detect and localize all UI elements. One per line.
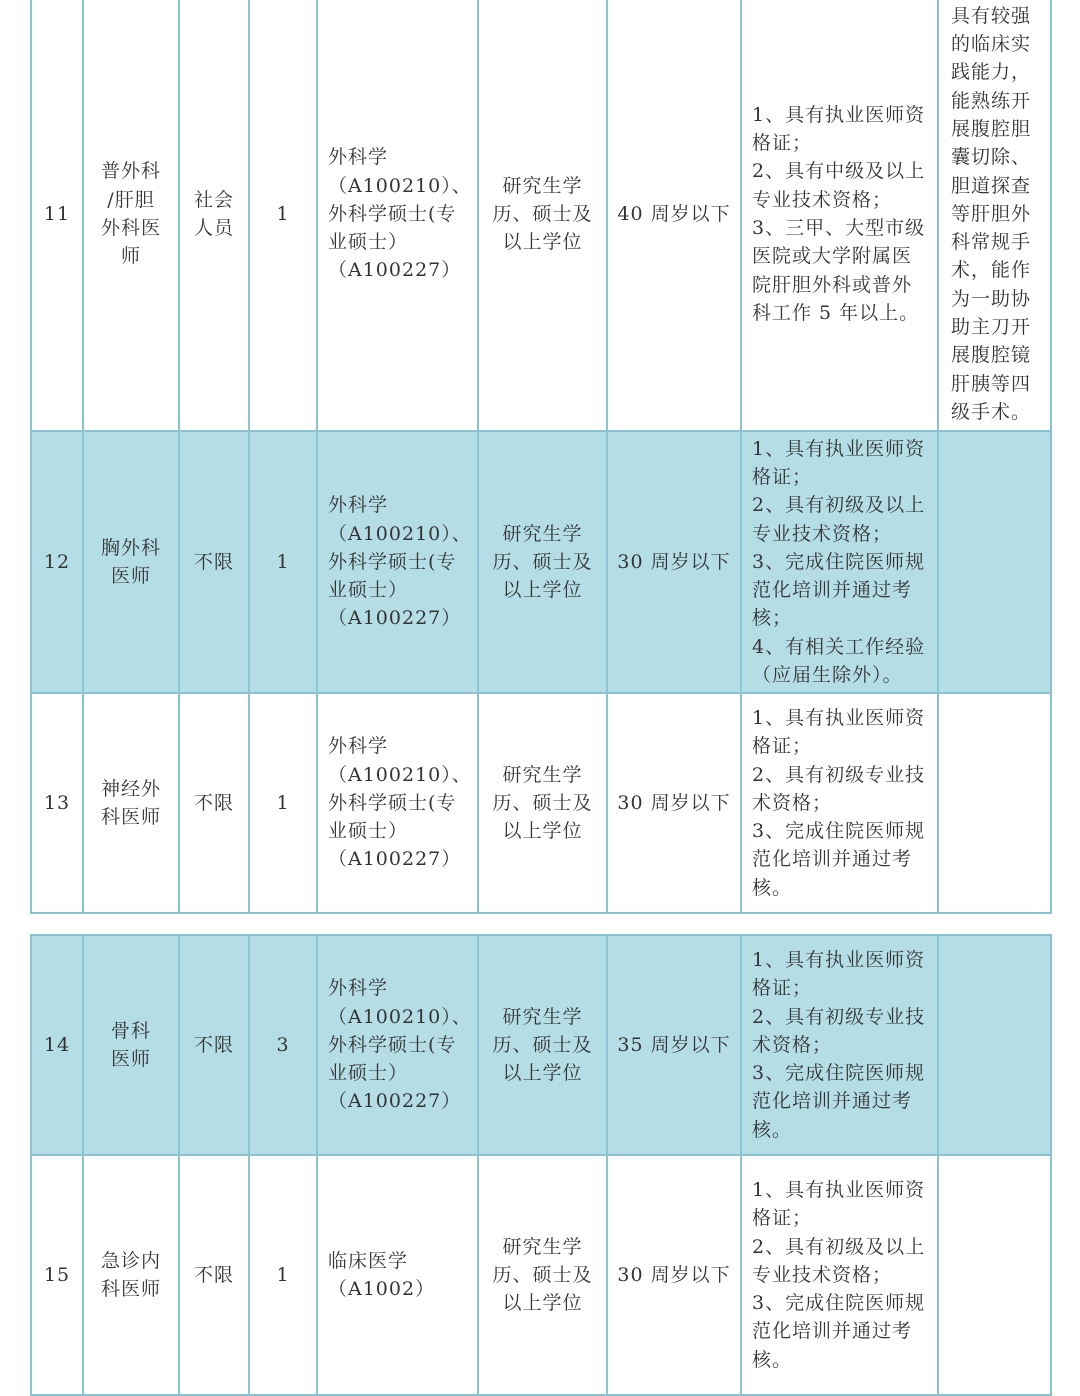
cell-major-line: 外科学 bbox=[328, 735, 389, 758]
cell-major-line: （A100227） bbox=[328, 259, 462, 282]
cell-education-line: 以上学位 bbox=[502, 1292, 583, 1315]
cell-number: 15 bbox=[31, 1155, 83, 1395]
cell-position bbox=[83, 1155, 179, 1395]
cell-requirements bbox=[741, 0, 938, 431]
cell-education-line: 研究生学 bbox=[502, 522, 583, 545]
cell-target-line: 不限 bbox=[193, 1263, 234, 1286]
cell-requirements-line: 核。 bbox=[752, 1348, 793, 1371]
cell-education-line: 研究生学 bbox=[502, 174, 583, 197]
recruitment-table-bottom bbox=[30, 934, 1052, 1396]
cell-requirements-line: 2、具有中级及以上 bbox=[752, 160, 926, 183]
cell-major-line: 临床医学 bbox=[328, 1249, 409, 1272]
cell-education-line: 历、硕士及 bbox=[492, 1263, 593, 1286]
cell-position-line: 医师 bbox=[110, 565, 151, 587]
cell-note bbox=[938, 935, 1051, 1155]
table-row bbox=[31, 1155, 1051, 1395]
cell-target-line: 不限 bbox=[193, 791, 234, 814]
cell-requirements-line: 医院或大学附属医 bbox=[752, 245, 913, 268]
cell-note-line: 具有较强 bbox=[951, 4, 1032, 27]
cell-education-line: 历、硕士及 bbox=[492, 550, 593, 573]
cell-position-line: 胸外科 bbox=[100, 536, 161, 559]
cell-education bbox=[478, 935, 607, 1155]
cell-position-line: 师 bbox=[120, 245, 141, 268]
cell-education-line: 研究生学 bbox=[502, 1005, 583, 1028]
cell-major bbox=[317, 1155, 478, 1395]
cell-count: 1 bbox=[249, 0, 317, 431]
cell-education-line: 历、硕士及 bbox=[492, 1033, 593, 1056]
cell-requirements-line: 3、完成住院医师规 bbox=[752, 820, 926, 843]
cell-major-line: 业硕士） bbox=[328, 1062, 409, 1085]
cell-position bbox=[83, 431, 179, 693]
cell-target bbox=[179, 0, 249, 431]
cell-requirements-line: 范化培训并通过考 bbox=[752, 1090, 913, 1113]
cell-position-line: 外科医 bbox=[100, 217, 161, 239]
table-row bbox=[31, 693, 1051, 913]
cell-requirements-line: 范化培训并通过考 bbox=[752, 848, 913, 871]
recruitment-table-top bbox=[30, 0, 1052, 914]
cell-requirements-line: 4、有相关工作经验 bbox=[752, 635, 926, 658]
cell-note-line: 展腹腔镜 bbox=[951, 344, 1032, 367]
cell-count: 1 bbox=[249, 1155, 317, 1395]
cell-major-line: 外科学硕士(专 bbox=[328, 550, 457, 573]
cell-major bbox=[317, 693, 478, 913]
cell-note bbox=[938, 1155, 1051, 1395]
cell-requirements-line: 核。 bbox=[752, 876, 793, 899]
cell-education bbox=[478, 693, 607, 913]
cell-position-line: 科医师 bbox=[100, 1278, 161, 1300]
cell-major-line: （A100210）、 bbox=[328, 763, 472, 786]
cell-major-line: 业硕士） bbox=[328, 820, 409, 843]
cell-count: 3 bbox=[249, 935, 317, 1155]
cell-age: 30 周岁以下 bbox=[607, 693, 741, 913]
cell-requirements-line: 1、具有执业医师资 bbox=[752, 103, 926, 126]
cell-requirements-line: 专业技术资格； bbox=[752, 1263, 893, 1286]
cell-requirements-line: 专业技术资格； bbox=[752, 188, 893, 211]
cell-position-line: 急诊内 bbox=[100, 1249, 161, 1272]
cell-requirements-line: 1、具有执业医师资 bbox=[752, 706, 926, 729]
cell-major-line: （A100210）、 bbox=[328, 522, 472, 545]
cell-requirements-line: 核； bbox=[752, 607, 793, 630]
cell-requirements bbox=[741, 431, 938, 693]
cell-major-line: 业硕士） bbox=[328, 579, 409, 602]
cell-position-line: /肝胆 bbox=[107, 188, 155, 211]
cell-major-line: （A100227） bbox=[328, 607, 462, 630]
cell-requirements-line: 3、三甲、大型市级 bbox=[752, 217, 926, 239]
cell-major-line: 外科学 bbox=[328, 494, 389, 517]
cell-requirements-line: 核。 bbox=[752, 1118, 793, 1141]
cell-position-line: 科医师 bbox=[100, 806, 161, 828]
cell-target bbox=[179, 693, 249, 913]
cell-note-line: 展腹腔胆 bbox=[951, 117, 1032, 140]
cell-requirements-line: 科工作 5 年以上。 bbox=[752, 301, 920, 324]
cell-requirements-line: 格证； bbox=[752, 1207, 813, 1230]
cell-position-line: 普外科 bbox=[100, 160, 161, 183]
cell-note-line: 助主刀开 bbox=[951, 316, 1032, 339]
cell-requirements-line: 1、具有执业医师资 bbox=[752, 437, 926, 460]
cell-requirements-line: 格证； bbox=[752, 977, 813, 1000]
cell-age: 30 周岁以下 bbox=[607, 431, 741, 693]
cell-requirements-line: 3、完成住院医师规 bbox=[752, 1062, 926, 1085]
table-row bbox=[31, 0, 1051, 431]
cell-education-line: 研究生学 bbox=[502, 763, 583, 786]
cell-number: 11 bbox=[31, 0, 83, 431]
table-row bbox=[31, 431, 1051, 693]
cell-position-line: 神经外 bbox=[100, 777, 161, 800]
cell-note-line: 术，能作 bbox=[951, 259, 1032, 282]
cell-requirements-line: 范化培训并通过考 bbox=[752, 1320, 913, 1343]
cell-target-line: 社会 bbox=[193, 188, 234, 211]
cell-age: 40 周岁以下 bbox=[607, 0, 741, 431]
cell-major-line: 外科学硕士(专 bbox=[328, 1033, 457, 1056]
cell-age: 30 周岁以下 bbox=[607, 1155, 741, 1395]
cell-requirements-line: 院肝胆外科或普外 bbox=[752, 273, 913, 296]
cell-requirements bbox=[741, 935, 938, 1155]
cell-note bbox=[938, 0, 1051, 431]
cell-requirements-line: 格证； bbox=[752, 735, 813, 758]
cell-major bbox=[317, 431, 478, 693]
cell-education-line: 以上学位 bbox=[502, 231, 583, 254]
cell-major-line: （A100210）、 bbox=[328, 1005, 472, 1028]
cell-requirements-line: 3、完成住院医师规 bbox=[752, 1292, 926, 1315]
cell-education-line: 历、硕士及 bbox=[492, 791, 593, 814]
cell-major-line: （A100210）、 bbox=[328, 174, 472, 197]
cell-requirements bbox=[741, 1155, 938, 1395]
cell-note-line: 囊切除、 bbox=[951, 146, 1032, 169]
cell-note-line: 践能力， bbox=[951, 61, 1032, 84]
cell-requirements-line: 2、具有初级专业技 bbox=[752, 763, 926, 786]
cell-note bbox=[938, 431, 1051, 693]
cell-requirements bbox=[741, 693, 938, 913]
cell-major bbox=[317, 935, 478, 1155]
table-row bbox=[31, 935, 1051, 1155]
cell-note bbox=[938, 693, 1051, 913]
cell-major-line: 外科学硕士(专 bbox=[328, 791, 457, 814]
cell-target bbox=[179, 935, 249, 1155]
cell-target-line: 不限 bbox=[193, 1033, 234, 1056]
cell-position bbox=[83, 693, 179, 913]
cell-education bbox=[478, 431, 607, 693]
cell-note-line: 能熟练开 bbox=[951, 89, 1032, 112]
cell-requirements-line: 2、具有初级专业技 bbox=[752, 1005, 926, 1028]
cell-note-line: 胆道探查 bbox=[951, 174, 1032, 197]
cell-major-line: 外科学 bbox=[328, 977, 389, 1000]
cell-requirements-line: 范化培训并通过考 bbox=[752, 579, 913, 602]
cell-education bbox=[478, 1155, 607, 1395]
cell-number: 13 bbox=[31, 693, 83, 913]
cell-requirements-line: 2、具有初级及以上 bbox=[752, 494, 926, 517]
cell-requirements-line: 1、具有执业医师资 bbox=[752, 1178, 926, 1201]
cell-note-line: 为一助协 bbox=[951, 287, 1032, 310]
cell-note-line: 的临床实 bbox=[951, 33, 1032, 56]
cell-note-line: 科常规手 bbox=[951, 231, 1032, 254]
cell-note-line: 肝胰等四 bbox=[951, 372, 1032, 395]
cell-education-line: 历、硕士及 bbox=[492, 202, 593, 225]
cell-target-line: 不限 bbox=[193, 550, 234, 573]
cell-requirements-line: 术资格； bbox=[752, 1033, 833, 1056]
cell-target bbox=[179, 431, 249, 693]
cell-education-line: 以上学位 bbox=[502, 1062, 583, 1085]
cell-target bbox=[179, 1155, 249, 1395]
cell-requirements-line: 格证； bbox=[752, 465, 813, 488]
cell-position bbox=[83, 935, 179, 1155]
cell-count: 1 bbox=[249, 431, 317, 693]
cell-target-line: 人员 bbox=[193, 217, 234, 239]
cell-requirements-line: 术资格； bbox=[752, 791, 833, 814]
cell-requirements-line: 2、具有初级及以上 bbox=[752, 1235, 926, 1258]
cell-count: 1 bbox=[249, 693, 317, 913]
cell-major-line: 外科学硕士(专 bbox=[328, 202, 457, 225]
cell-requirements-line: 1、具有执业医师资 bbox=[752, 948, 926, 971]
cell-number: 12 bbox=[31, 431, 83, 693]
cell-position-line: 骨科 bbox=[110, 1019, 151, 1042]
cell-major bbox=[317, 0, 478, 431]
cell-age: 35 周岁以下 bbox=[607, 935, 741, 1155]
cell-major-line: （A100227） bbox=[328, 848, 462, 871]
cell-number: 14 bbox=[31, 935, 83, 1155]
cell-position-line: 医师 bbox=[110, 1048, 151, 1070]
cell-requirements-line: 3、完成住院医师规 bbox=[752, 550, 926, 573]
cell-requirements-line: 专业技术资格； bbox=[752, 522, 893, 545]
cell-note-line: 等肝胆外 bbox=[951, 202, 1032, 225]
cell-education-line: 以上学位 bbox=[502, 820, 583, 843]
cell-major-line: 外科学 bbox=[328, 146, 389, 169]
cell-major-line: （A100227） bbox=[328, 1090, 462, 1113]
cell-requirements-line: 格证； bbox=[752, 132, 813, 155]
cell-note-line: 级手术。 bbox=[951, 400, 1032, 423]
cell-education bbox=[478, 0, 607, 431]
cell-position bbox=[83, 0, 179, 431]
cell-education-line: 以上学位 bbox=[502, 579, 583, 602]
cell-requirements-line: （应届生除外）。 bbox=[752, 664, 903, 687]
cell-major-line: （A1002） bbox=[328, 1278, 436, 1300]
cell-major-line: 业硕士） bbox=[328, 231, 409, 254]
cell-education-line: 研究生学 bbox=[502, 1235, 583, 1258]
